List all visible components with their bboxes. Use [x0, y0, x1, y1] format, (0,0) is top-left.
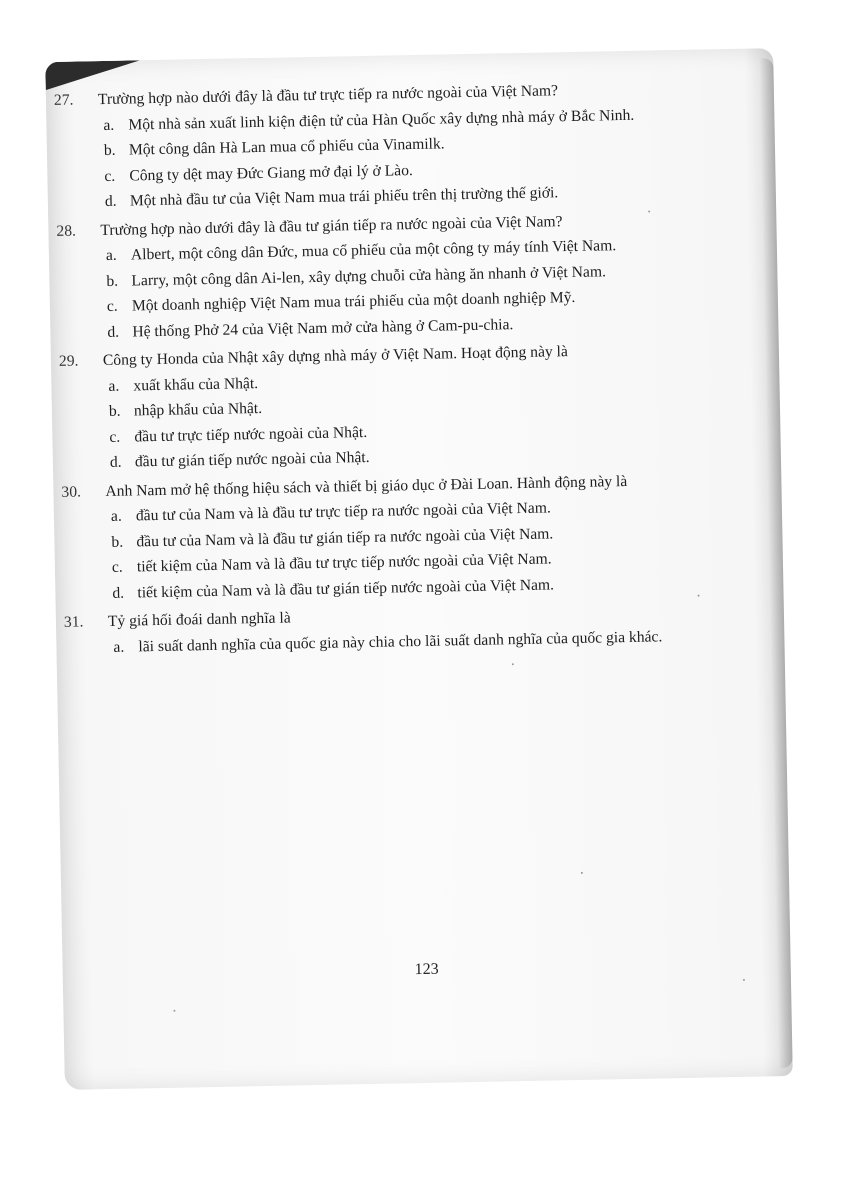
option-label: d. — [109, 453, 122, 471]
option-text: Một doanh nghiệp Việt Nam mua trái phiếu của một doanh nghiệp Mỹ. — [131, 288, 576, 315]
scan-speck — [512, 663, 514, 665]
option-text: đầu tư gián tiếp nước ngoài của Nhật. — [134, 448, 370, 471]
scanned-page — [45, 48, 793, 1090]
option-text: Một nhà đầu tư của Việt Nam mua trái phiếu trên thị trường thế giới. — [129, 184, 559, 210]
option-label: a. — [110, 507, 122, 525]
question-27 — [53, 78, 660, 213]
question-31 — [63, 600, 669, 659]
question-number: 29. — [58, 352, 79, 370]
option-label: b. — [108, 402, 121, 420]
scan-speck — [648, 210, 650, 212]
question-30 — [61, 470, 667, 605]
option-label: c. — [104, 167, 116, 185]
scan-speck — [743, 979, 745, 981]
option-label: b. — [103, 141, 116, 159]
option-text: tiết kiệm của Nam và là đầu tư trực tiếp nước ngoài của Việt Nam. — [136, 550, 552, 576]
option-label: c. — [109, 428, 121, 446]
question-list — [53, 78, 669, 665]
option-text: tiết kiệm của Nam và là đầu tư gián tiếp nước ngoài của Việt Nam. — [137, 575, 555, 601]
option-label: a. — [113, 638, 125, 656]
option-label: c. — [111, 558, 123, 576]
option-text: đầu tư của Nam và là đầu tư trực tiếp ra nước ngoài của Việt Nam. — [135, 499, 551, 525]
question-29 — [58, 339, 665, 474]
option-text: đầu tư trực tiếp nước ngoài của Nhật. — [134, 423, 368, 445]
scan-corner-shadow — [45, 60, 141, 90]
option-label: a. — [108, 377, 120, 395]
question-text: Trường hợp nào dưới đây là đầu tư gián tiếp ra nước ngoài của Việt Nam? — [100, 212, 563, 239]
option-label: c. — [106, 297, 118, 315]
option-text: đầu tư của Nam và là đầu tư gián tiếp ra nước ngoài của Việt Nam. — [136, 524, 554, 550]
option-text: Một nhà sản xuất linh kiện điện tử của Hàn Quốc xây dựng nhà máy ở Bắc Ninh. — [128, 106, 635, 133]
scan-speck — [173, 1010, 175, 1012]
question-number: 30. — [61, 482, 82, 501]
question-number: 28. — [56, 222, 77, 240]
option-text: Công ty dệt may Đức Giang mở đại lý ở Lào. — [129, 161, 414, 184]
option-label: d. — [112, 584, 125, 602]
option-text: Hệ thống Phở 24 của Việt Nam mở cửa hàng ở Cam-pu-chia. — [132, 315, 514, 340]
question-number: 31. — [63, 613, 84, 631]
options-list — [98, 104, 660, 214]
option-text: xuất khẩu của Nhật. — [133, 374, 259, 394]
option-text: Albert, một công dân Đức, mua cổ phiếu của một công ty máy tính Việt Nam. — [130, 237, 617, 264]
scan-speck — [698, 595, 700, 597]
option-text: Một công dân Hà Lan mua cổ phiếu của Vinamilk. — [128, 135, 445, 159]
option-text: nhập khẩu của Nhật. — [133, 399, 263, 420]
options-list — [106, 495, 668, 605]
options-list — [103, 365, 665, 475]
question-number: 27. — [53, 91, 74, 109]
question-text: Tỷ giá hối đoái danh nghĩa là — [107, 609, 291, 630]
question-28 — [56, 209, 662, 344]
question-text: Anh Nam mở hệ thống hiệu sách và thiết bị giáo dục ở Đài Loan. Hành động này là — [105, 472, 628, 500]
option-text: lãi suất danh nghĩa của quốc gia này chia cho lãi suất danh nghĩa của quốc gia khác. — [138, 627, 663, 655]
option-label: b. — [111, 533, 124, 551]
question-text: Công ty Honda của Nhật xây dựng nhà máy ở Việt Nam. Hoạt động này là — [102, 343, 569, 370]
scan-speck — [581, 872, 583, 874]
option-text: Larry, một công dân Ai-len, xây dựng chuỗi cửa hàng ăn nhanh ở Việt Nam. — [131, 262, 607, 289]
page-number: 123 — [414, 960, 439, 979]
options-list — [101, 234, 663, 344]
option-label: a. — [103, 116, 115, 134]
option-label: d. — [104, 192, 117, 210]
question-text: Trường hợp nào dưới đây là đầu tư trực tiếp ra nước ngoài của Việt Nam? — [97, 82, 559, 109]
option-label: d. — [107, 323, 120, 341]
page-edge-shadow — [759, 58, 792, 1068]
option-label: a. — [105, 246, 117, 264]
option-label: b. — [106, 272, 119, 290]
